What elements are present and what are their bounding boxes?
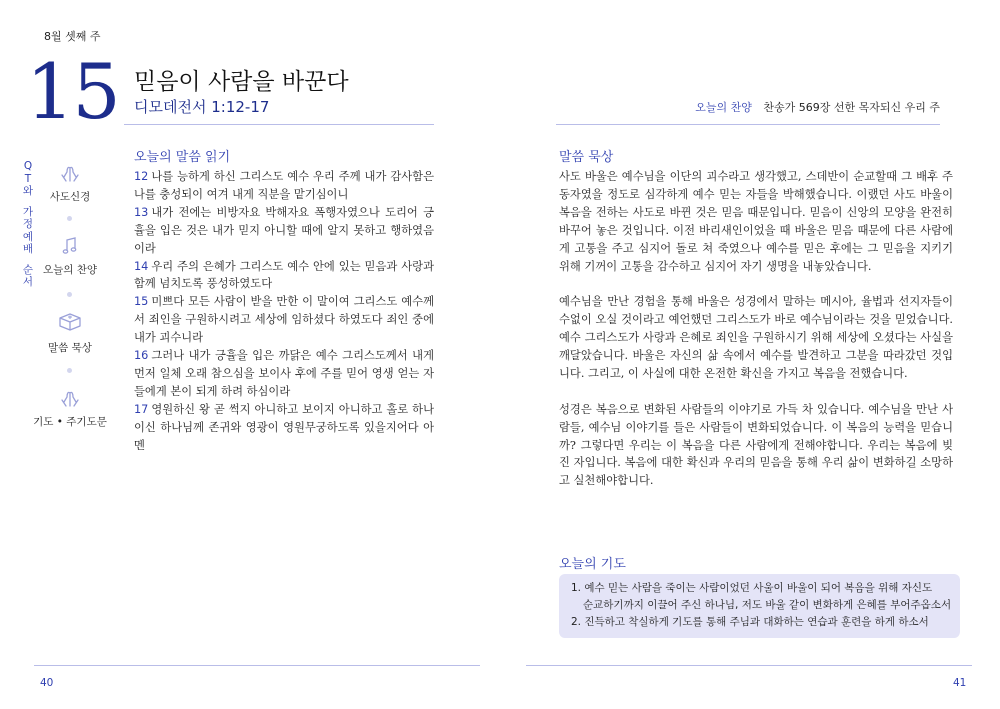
step-label: 사도신경: [49, 191, 91, 203]
praying-hands-icon: [58, 163, 82, 183]
scripture-text: [134, 168, 434, 455]
step-word-meditation: [30, 312, 110, 355]
verse: [134, 168, 434, 204]
vertical-title-char: 정: [22, 218, 34, 230]
verse: [134, 258, 434, 294]
hymn-text: 찬송가 569장 선한 목자되신 우리 주: [763, 101, 940, 114]
verse-number: 15: [134, 295, 149, 309]
verse-text: 그러나 내가 긍휼을 입은 까닭은 예수 그리스도께서 내게 먼저 일체 오래 참으심을 보이사 후에 주를 믿어 영생 얻는 자들에게 본이 되게 하려 하심이라: [134, 349, 434, 398]
verse-text: 미쁘다 모든 사람이 받을 만한 이 말이여 그리스도 예수께서 죄인을 구원하시려고 세상에 임하셨다 하였도다 죄인 중에 내가 괴수니라: [134, 295, 434, 345]
step-separator: [67, 216, 72, 221]
vertical-title-char: 순: [22, 263, 34, 276]
page-number-left: 40: [40, 677, 54, 689]
prayer-item-line: 순교하기까지 이끌어 주신 하나님, 저도 바울 같이 변화하게 은혜를 부어주옵소서: [583, 599, 952, 611]
verse-text: 우리 주의 은혜가 그리스도 예수 안에 있는 믿음과 사랑과 함께 넘치도록 풍성하였도다: [134, 259, 434, 291]
footer-divider-left: [34, 665, 480, 666]
verse-number: 17: [134, 402, 149, 416]
verse-text: 나를 능하게 하신 그리스도 예수 우리 주께 내가 감사함은 나를 충성되이 여겨 내게 직분을 맡기심이니: [134, 170, 434, 201]
verse: [134, 401, 434, 455]
meditation-text: [559, 168, 953, 508]
vertical-title-char: Q: [23, 160, 33, 172]
scripture-heading: 오늘의 말씀 읽기: [134, 150, 231, 165]
meditation-paragraph: 사도 바울은 예수님을 이단의 괴수라고 생각했고, 스데반이 순교할때 그 배후 주동자였을 정도로 심각하게 예수 믿는 자들을 박해했습니다. 이랬던 사도 바울이 복음을 전하는 사도로 바뀐 것은 믿음 때문입니다. 믿음이 신앙의 모양을 완전히 바꾸어 놓은 것입니다. 이전 바리새인이었을 때 바울은 믿음 때문에 다른 사람에게 고통을 주고 심지어 돌로 쳐 죽였으나 예수를 믿은 후에는 그 믿음을 지키기 위해 기꺼이 고통을 감수하고 심지어 자기 생명을 내놓았습니다.: [559, 170, 953, 273]
header-divider-right: [556, 124, 940, 125]
step-separator: [67, 292, 72, 297]
step-label: 말씀 묵상: [48, 342, 92, 354]
step-prayer: [30, 388, 110, 429]
verse-number: 13: [134, 205, 149, 219]
hymn-label: 오늘의 찬양: [695, 101, 752, 114]
header-divider-left: [124, 124, 434, 125]
verse-text: 영원하신 왕 곧 썩지 아니하고 보이지 아니하고 홀로 하나이신 하나님께 존귀와 영광이 영원무궁하도록 있을지어다 아멘: [134, 402, 434, 452]
vertical-title-char: T: [24, 172, 32, 185]
vertical-title-char: 와: [22, 185, 34, 197]
verse-number: 14: [134, 259, 149, 273]
vertical-title-char: 예: [22, 230, 34, 243]
vertical-title-char: 서: [22, 276, 34, 288]
verse: [134, 347, 434, 401]
step-separator: [67, 368, 72, 373]
verse-number: 12: [134, 170, 149, 183]
day-number: 15: [26, 47, 119, 136]
step-label: 기도 • 주기도문: [33, 416, 107, 428]
prayer-box: [559, 574, 960, 638]
step-label: 오늘의 찬양: [42, 264, 98, 276]
meditation-paragraph: 성경은 복음으로 변화된 사람들의 이야기로 가득 차 있습니다. 예수님을 만난 사람들, 예수님 이야기를 들은 사람들이 변화되었습니다. 이 복음의 능력을 믿습니까? 그렇다면 우리는 이 복음을 다른 사람에게 전해야합니다. 우리는 복음에 빚진 자입니다. 복음에 대한 확신과 우리의 믿음을 통해 우리 삶이 변화하길 소망하고 실천해야합니다.: [559, 402, 953, 488]
meditation-paragraph: 예수님을 만난 경험을 통해 바울은 성경에서 말하는 메시아, 율법과 선지자들이 수없이 오실 것이라고 예언했던 그리스도가 바로 예수님이라는 것을 믿었습니다. 예수 그리스도가 사랑과 은혜로 죄인을 구원하시기 위해 세상에 오셨다는 사실을 깨달았습니다. 바울은 자신의 삶 속에서 예수를 발견하고 그분을 따라갔던 것입니다. 그리고, 이 사실에 대한 온전한 확신을 가지고 복음을 전했습니다.: [559, 295, 953, 380]
step-apostles-creed: [30, 163, 110, 204]
week-label: 8월 셋째 주: [44, 30, 101, 43]
prayer-heading: 오늘의 기도: [559, 557, 626, 572]
verse-number: 16: [134, 349, 149, 363]
prayer-item-line: 1. 예수 믿는 사람을 죽이는 사람이었던 사울이 바울이 되어 복음을 위해 자신도: [571, 582, 933, 594]
page-title: 믿음이 사람을 바꾼다: [134, 69, 349, 95]
footer-divider-right: [526, 665, 972, 666]
prayer-item-line: 2. 진득하고 착실하게 기도를 통해 주님과 대화하는 연습과 훈련을 하게 하소서: [571, 616, 929, 628]
vertical-title-char: 배: [22, 243, 34, 255]
praying-hands-icon: [58, 388, 82, 408]
verse-text: 내가 전에는 비방자요 박해자요 폭행자였으나 도리어 긍휼을 입은 것은 내가 믿지 아니할 때에 알지 못하고 행하였음이라: [134, 205, 434, 255]
scripture-reference: 디모데전서 1:12-17: [134, 98, 270, 116]
verse: [134, 293, 434, 347]
hymn-info: [695, 99, 940, 115]
step-todays-hymn: [30, 236, 110, 277]
page-number-right: 41: [953, 677, 967, 689]
meditation-heading: 말씀 묵상: [559, 150, 614, 165]
music-note-icon: [60, 236, 80, 256]
vertical-title-char: 가: [22, 205, 34, 218]
bible-icon: [57, 312, 83, 334]
verse: [134, 204, 434, 258]
